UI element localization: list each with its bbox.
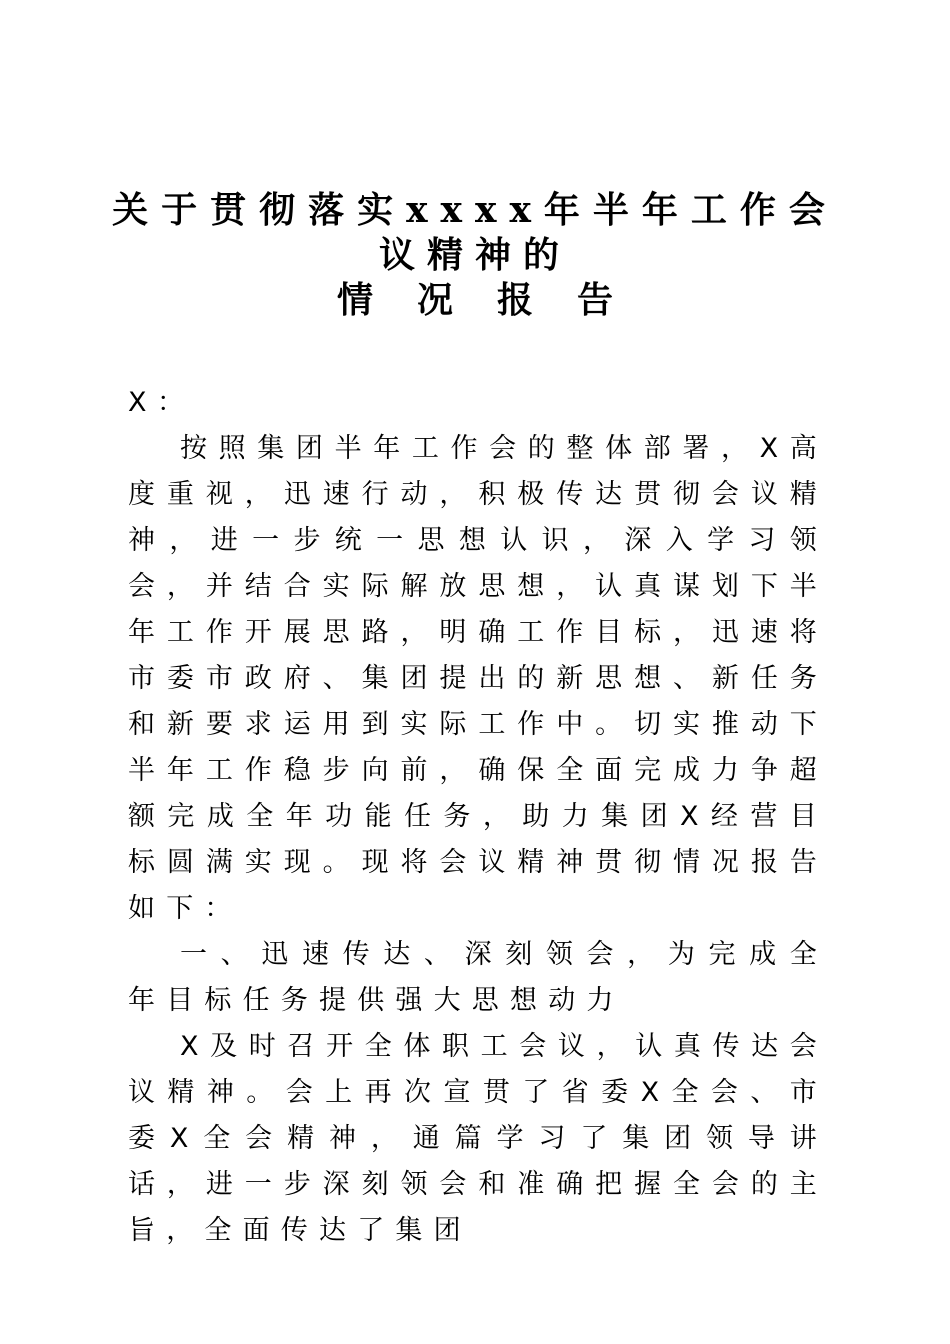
paragraph-section-1: X及时召开全体职工会议，认真传达会议精神。会上再次宣贯了省委X全会、市委X全会精神，通篇学习了集团领导讲话，进一步深刻领会和准确把握全会的主旨，全面传达了集团 [128,1031,828,1246]
title-line-1: 关于贯彻落实xxxx年半年工作会 [112,189,838,231]
document-title [110,188,840,323]
salutation: X： [128,387,195,418]
document-body [128,380,828,1254]
section-heading-1: 一、迅速传达、深刻领会，为完成全年目标任务提供强大思想动力 [128,939,828,1016]
paragraph-intro: 按照集团半年工作会的整体部署，X高度重视，迅速行动，积极传达贯彻会议精神，进一步统一思想认识，深入学习领会，并结合实际解放思想，认真谋划下半年工作开展思路，明确工作目标，迅速将市委市政府、集团提出的新思想、新任务和新要求运用到实际工作中。切实推动下半年工作稳步向前，确保全面完成力争超额完成全年功能任务，助力集团X经营目标圆满实现。现将会议精神贯彻情况报告如下： [128,433,828,924]
title-line-3: 情况报告 [336,279,657,321]
title-line-2: 议精神的 [378,234,571,276]
